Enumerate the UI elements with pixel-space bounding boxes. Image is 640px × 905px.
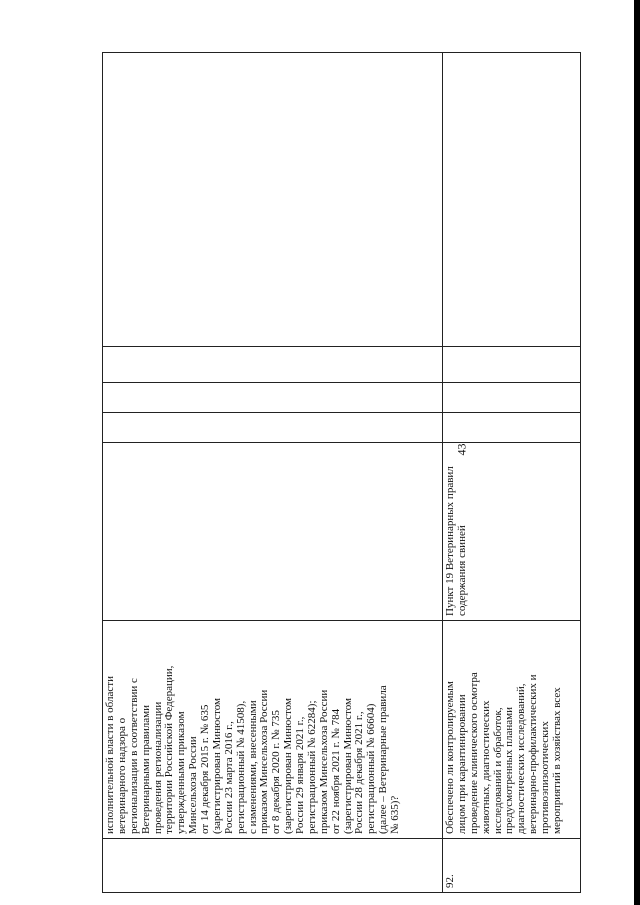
empty-cell: [103, 383, 443, 413]
reference-cell: Пункт 19 Ветеринарных правил содержания свиней: [443, 443, 581, 621]
page-number: 43: [454, 443, 469, 456]
empty-cell: [443, 413, 581, 443]
row-number-cell: [103, 839, 443, 893]
table-row: [103, 53, 443, 893]
table-row: [443, 53, 581, 893]
question-cell: Обеспечено ли контролируемым лицом при карантинировании проведение клинического осмотра животных, диагностических исследований и обработок, предусмотренных планами диагностических исследований, ветеринарно-профилактических и противоэпизоотических мероприятий в хозяйствах всех: [443, 621, 581, 839]
checklist-table: [102, 52, 581, 893]
empty-cell: [103, 53, 443, 347]
row-number-cell: 92.: [443, 839, 581, 893]
empty-cell: [103, 347, 443, 383]
empty-cell: [443, 383, 581, 413]
reference-cell: [103, 443, 443, 621]
empty-cell: [443, 53, 581, 347]
question-cell: исполнительной власти в области ветеринарного надзора о регионализации в соответствии с Ветеринарными правилами проведения регионализации территории Российской Федерации, утвержденными приказом Минсельхоза России от 14 декабря 2015 г. № 635 (зарегистрирован Минюстом России 23 марта 2016 г., регистрационный № 41508), с изменениями, внесенными приказом Минсельхоза России от 8 декабря 2020 г. № 735 (зарегистрирован Минюстом России 29 января 2021 г., регистрационный № 62284); приказом Минсельхоза России от 22 ноября 2021 г. № 784 (зарегистрирован Минюстом России 28 декабря 2021 г., регистрационный № 66604) (далее – Ветеринарные правила № 635)?: [103, 621, 443, 839]
empty-cell: [443, 347, 581, 383]
empty-cell: [103, 413, 443, 443]
